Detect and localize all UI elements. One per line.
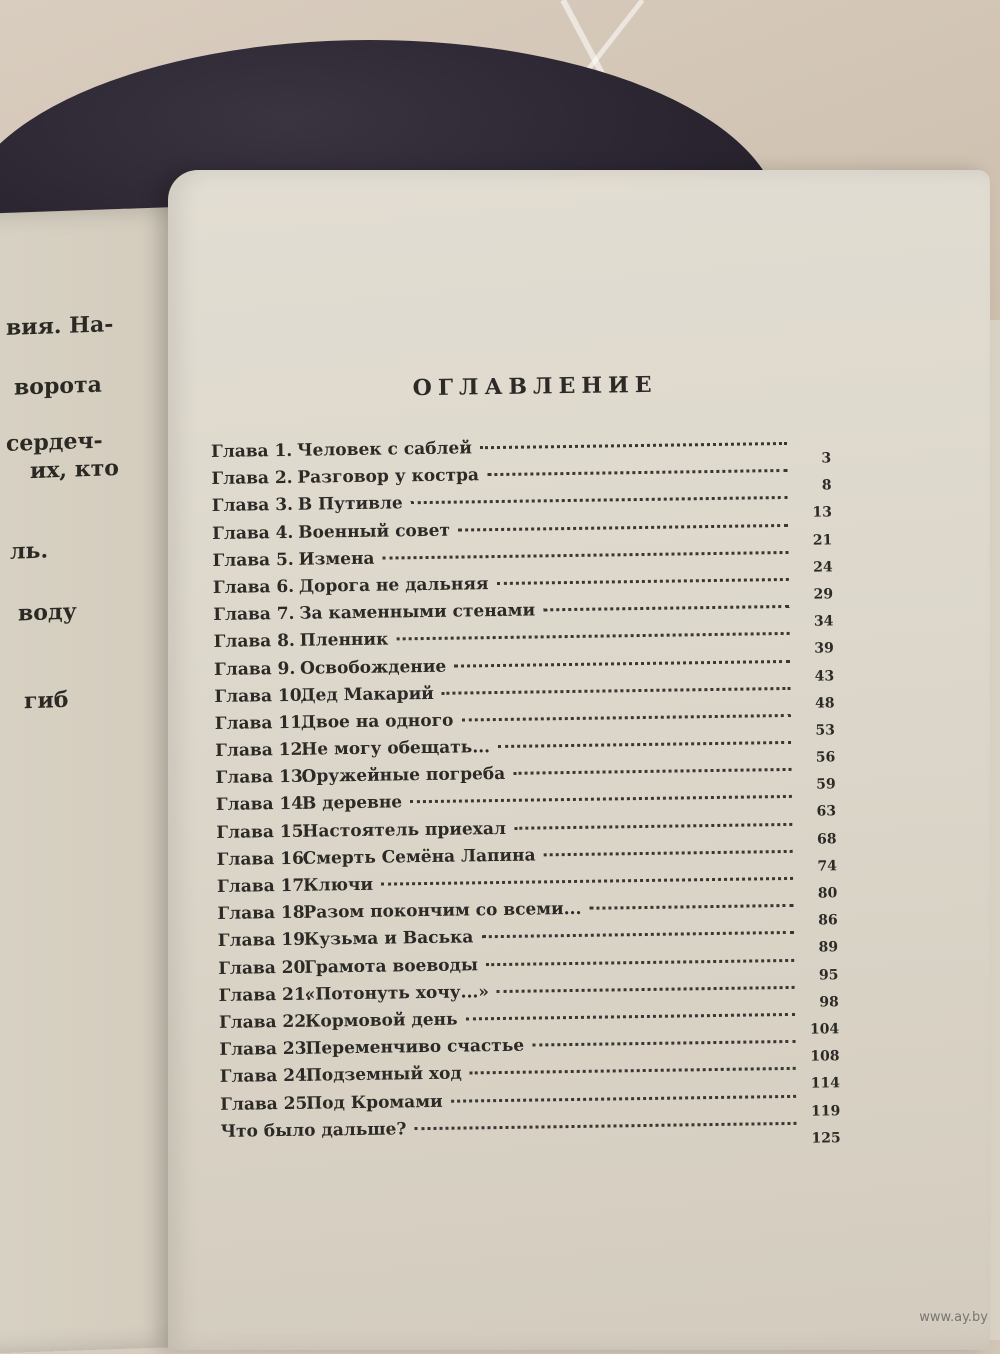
- toc-dot-leader: [470, 1067, 796, 1075]
- toc-chapter-title: Двое на одного: [300, 710, 454, 733]
- toc-chapter-title: Подземный ход: [305, 1063, 462, 1087]
- toc-page-number: 21: [812, 531, 833, 549]
- toc-page-number: 63: [816, 803, 837, 821]
- toc-chapter-number: Глава 17.: [216, 875, 311, 897]
- toc-page-number: 48: [815, 694, 835, 712]
- toc-page-number: 108: [810, 1048, 840, 1065]
- toc-chapter-title: Дорога не дальняя: [298, 574, 489, 597]
- toc-chapter-number: Глава 19.: [217, 930, 312, 952]
- toc-dot-leader: [480, 442, 787, 449]
- toc-page-number: 8: [821, 477, 832, 494]
- toc-chapter-title: Ключи: [302, 874, 374, 896]
- toc-dot-leader: [454, 659, 790, 667]
- toc-dot-leader: [498, 741, 791, 748]
- toc-chapter-title: «Потонуть хочу...»: [304, 981, 490, 1005]
- left-page-line: их, кто: [30, 454, 119, 485]
- toc-chapter-title: Разом покончим со всеми...: [303, 899, 582, 923]
- toc-chapter-number: Глава 10.: [214, 685, 308, 707]
- toc-chapter-number: Глава 8.: [213, 631, 296, 653]
- toc-dot-leader: [486, 958, 794, 965]
- toc-chapter-title: Настоятель приехал: [302, 818, 507, 842]
- toc-dot-leader: [442, 687, 791, 695]
- toc-page-number: 29: [813, 586, 834, 603]
- toc-chapter-title: Человек с саблей: [296, 438, 473, 461]
- toc-page-number: 80: [817, 885, 838, 902]
- toc-chapter-number: Глава 4.: [212, 522, 294, 544]
- toc-dot-leader: [458, 524, 788, 532]
- toc-chapter-title: Пленник: [299, 629, 389, 652]
- toc-chapter-title: Кузьма и Васька: [303, 927, 474, 951]
- toc-page-number: 53: [815, 722, 836, 739]
- toc-chapter-title: Дед Макарий: [300, 683, 434, 706]
- toc-page-number: 89: [818, 939, 839, 956]
- toc-chapter-number: Глава 20.: [218, 957, 312, 979]
- toc-chapter-title: Разговор у костра: [297, 465, 480, 488]
- toc-chapter-title: Смерть Семёна Лапина: [302, 845, 536, 869]
- toc-chapter-title: В деревне: [301, 792, 403, 815]
- toc-chapter-title: Грамота воеводы: [304, 954, 479, 978]
- left-page-line: воду: [18, 598, 77, 627]
- toc-chapter-number: Глава 25.: [220, 1093, 314, 1115]
- toc-page-number: 119: [810, 1102, 841, 1120]
- left-page-line: сердеч-: [6, 427, 103, 457]
- toc-heading: ОГЛАВЛЕНИЕ: [412, 371, 658, 402]
- toc-page-number: 3: [821, 450, 832, 467]
- toc-chapter-title: Под Кромами: [305, 1091, 443, 1114]
- watermark: www.ay.by: [919, 1310, 988, 1325]
- toc-dot-leader: [481, 931, 793, 938]
- toc-chapter-number: Глава 11.: [214, 712, 309, 734]
- toc-dot-leader: [532, 1040, 795, 1047]
- toc-dot-leader: [396, 632, 789, 640]
- toc-page-number: 56: [815, 749, 836, 766]
- toc-chapter-number: Глава 3.: [211, 495, 294, 517]
- toc-page-number: 34: [813, 613, 834, 630]
- toc-chapter-title: Освобождение: [299, 656, 447, 679]
- toc-dot-leader: [497, 578, 789, 585]
- toc-chapter-number: Глава 16.: [216, 848, 310, 870]
- left-page-line: ворота: [14, 371, 102, 401]
- toc-chapter-number: Глава 12.: [215, 739, 309, 762]
- toc-dot-leader: [543, 605, 789, 611]
- toc-chapter-number: Глава 6.: [212, 576, 295, 598]
- left-page-line: вия. На-: [6, 311, 114, 341]
- toc-dot-leader: [381, 877, 793, 886]
- toc-dot-leader: [461, 714, 790, 722]
- toc-chapter-number: Глава 2.: [211, 468, 293, 490]
- toc-chapter-number: Глава 9.: [213, 658, 296, 680]
- toc-dot-leader: [414, 1122, 796, 1130]
- toc-chapter-number: Глава 23.: [219, 1038, 313, 1061]
- toc-chapter-number: Глава 1.: [210, 440, 293, 462]
- toc-page-number: 86: [818, 912, 838, 929]
- left-page-line: гиб: [24, 686, 69, 715]
- toc-chapter-title: За каменными стенами: [299, 600, 536, 624]
- toc-page-number: 59: [816, 776, 836, 793]
- toc-chapter-number: Глава 22.: [218, 1011, 313, 1033]
- toc-page-number: 39: [814, 640, 834, 657]
- toc-page-number: 13: [812, 504, 833, 521]
- toc-chapter-title: Переменчиво счастье: [305, 1035, 525, 1059]
- toc-dot-leader: [382, 551, 788, 560]
- toc-chapter-title: Не могу обещать...: [301, 737, 491, 760]
- toc-dot-leader: [411, 496, 788, 504]
- toc-chapter-number: Глава 13.: [215, 766, 309, 789]
- toc-chapter-title: Что было дальше?: [220, 1119, 407, 1142]
- toc-page-number: 114: [810, 1075, 841, 1092]
- toc-page-number: 74: [817, 858, 837, 875]
- toc-page-number: 24: [813, 559, 833, 576]
- table-of-contents: [210, 369, 841, 1148]
- toc-dot-leader: [544, 850, 793, 856]
- toc-dot-leader: [451, 1094, 797, 1102]
- toc-page-number: 98: [819, 994, 839, 1011]
- toc-chapter-title: В Путивле: [297, 493, 403, 516]
- toc-dot-leader: [466, 1013, 795, 1021]
- toc-page-number: 95: [818, 966, 839, 984]
- toc-chapter-number: Глава 21.: [218, 984, 312, 1006]
- toc-chapter-title: Оружейные погреба: [301, 764, 506, 788]
- toc-chapter-number: Глава 7.: [213, 603, 295, 626]
- toc-chapter-number: Глава 14.: [215, 794, 310, 816]
- toc-dot-leader: [497, 986, 795, 993]
- toc-dot-leader: [514, 823, 792, 830]
- toc-chapter-number: Глава 5.: [212, 549, 294, 571]
- toc-page-number: 125: [811, 1129, 841, 1147]
- toc-dot-leader: [589, 904, 793, 910]
- toc-chapter-number: Глава 15.: [216, 821, 310, 843]
- toc-chapter-number: Глава 18.: [217, 902, 311, 925]
- toc-dot-leader: [513, 768, 791, 775]
- toc-dot-leader: [487, 469, 787, 476]
- toc-dot-leader: [410, 795, 792, 803]
- toc-chapter-title: Кормовой день: [304, 1009, 458, 1032]
- toc-chapter-number: Глава 24.: [219, 1065, 313, 1088]
- toc-list: [211, 433, 841, 1148]
- toc-chapter-title: Измена: [298, 548, 375, 570]
- toc-page-number: 43: [814, 667, 835, 685]
- toc-chapter-title: Военный совет: [298, 520, 451, 543]
- left-page-line: ль.: [10, 537, 49, 565]
- toc-page-number: 68: [816, 830, 837, 848]
- toc-page-number: 104: [809, 1021, 840, 1038]
